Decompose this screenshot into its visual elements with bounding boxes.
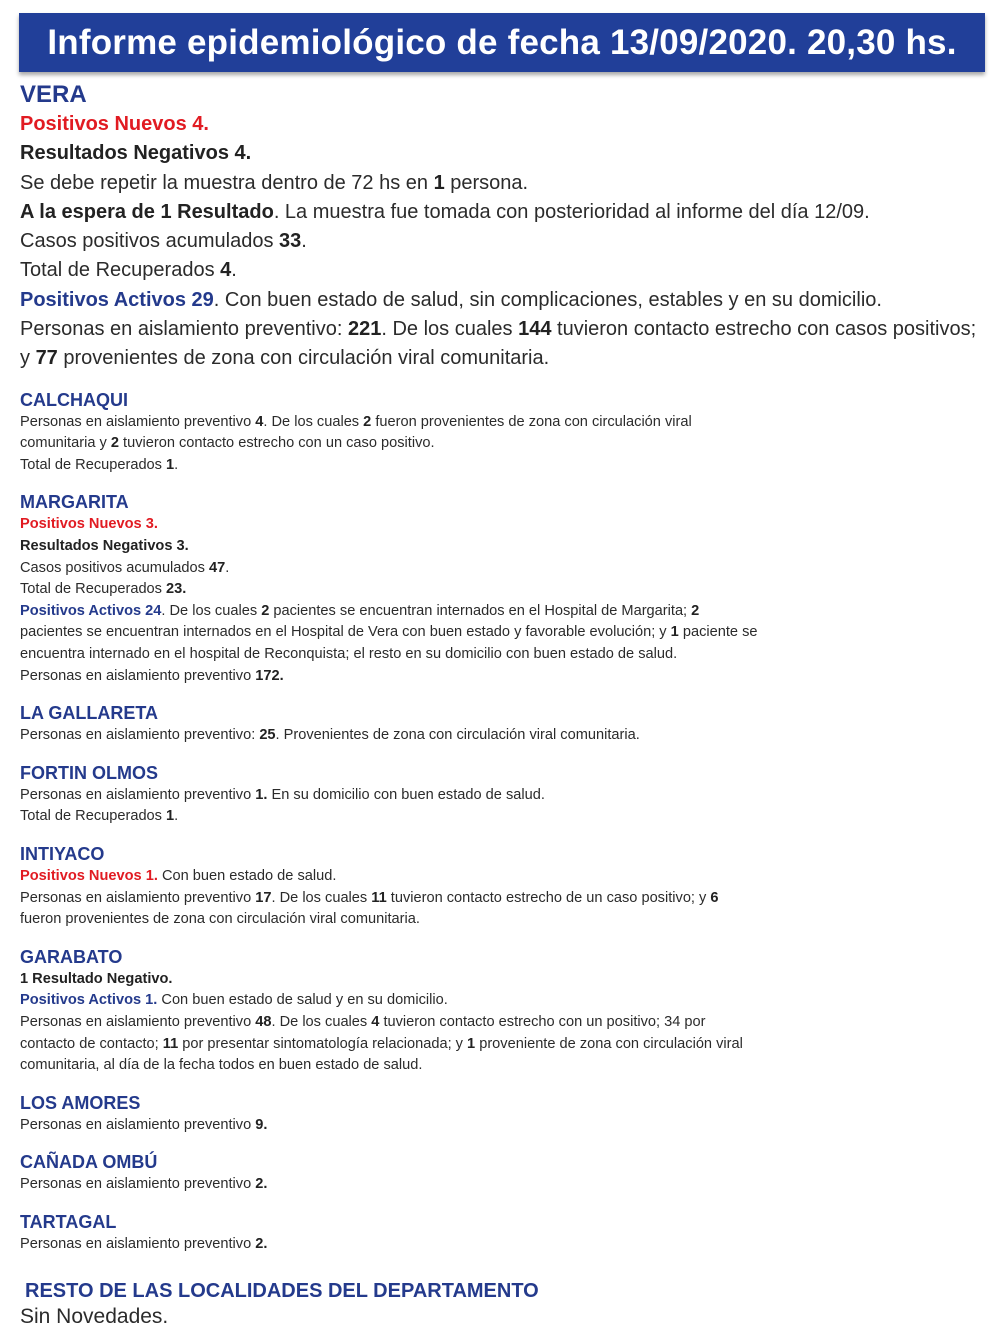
vera-recuperados-b: 4 — [220, 259, 232, 282]
vera-acumulados-a: Casos positivos acumulados — [20, 230, 280, 253]
vera-negativos-text: Resultados Negativos 4. — [20, 142, 252, 165]
section-heading-canada-ombu: CAÑADA OMBÚ — [20, 1152, 158, 1173]
calchaqui-aislamiento — [20, 412, 760, 455]
section-heading-la-gallareta: LA GALLARETA — [20, 703, 158, 724]
intiyaco-f: 6 — [710, 889, 719, 906]
section-margarita — [20, 490, 990, 687]
intiyaco-e: tuvieron contacto estrecho de un caso positivo; y — [386, 889, 711, 906]
amores-aislamiento — [20, 1115, 990, 1137]
intiyaco-c: . De los cuales — [271, 889, 372, 906]
garabato-i: proveniente de zona con circulación viral comunitaria, al día de la fecha todos en buen estado de salud. — [20, 1035, 743, 1074]
garabato-neg: 1 Resultado Negativo. — [20, 970, 173, 987]
margarita-ais-b: 172. — [255, 667, 284, 684]
section-la-gallareta — [20, 701, 990, 747]
vera-ais-e: tuvieron contacto estrecho con casos positivos; y — [20, 318, 977, 370]
vera-acumulados — [20, 227, 990, 256]
vera-ais-c: . De los cuales — [381, 318, 519, 341]
margarita-recuperados — [20, 579, 990, 601]
margarita-act-f: pacientes se encuentran internados en el Hospital de Vera con buen estado y favorable evolución; y — [20, 624, 671, 641]
margarita-ais-a: Personas en aislamiento preventivo — [20, 667, 256, 684]
vera-activos-a: Positivos Activos 29 — [20, 288, 214, 311]
section-fortin-olmos — [20, 761, 990, 828]
vera-ais-d: 144 — [518, 318, 552, 341]
intiyaco-pos: Positivos Nuevos 1. — [20, 867, 158, 884]
intiyaco-pos-b: Con buen estado de salud. — [157, 867, 337, 884]
margarita-acum-c: . — [225, 559, 230, 576]
garabato-negativo — [20, 969, 990, 991]
vera-acumulados-c: . — [301, 230, 307, 253]
tartagal-a: Personas en aislamiento preventivo — [20, 1235, 256, 1252]
vera-ais-g: provenientes de zona con circulación viral comunitaria. — [57, 347, 550, 370]
vera-recuperados-c: . — [231, 259, 237, 282]
margarita-negativos — [20, 536, 990, 558]
tartagal-b: 2. — [255, 1235, 268, 1252]
tartagal-aislamiento — [20, 1234, 990, 1256]
margarita-negativos-text: Resultados Negativos 3. — [20, 538, 189, 555]
calchaqui-l2a: Total de Recuperados — [20, 456, 167, 473]
section-heading-calchaqui: CALCHAQUI — [20, 389, 128, 410]
gallareta-b: 25 — [259, 727, 276, 744]
section-heading-intiyaco: INTIYACO — [20, 843, 105, 864]
section-resto — [20, 1278, 990, 1330]
garabato-act-b: Con buen estado de salud y en su domicilio. — [157, 992, 448, 1009]
section-calchaqui — [20, 388, 990, 477]
report-body — [20, 80, 990, 1330]
garabato-aislamiento — [20, 1012, 760, 1077]
vera-acumulados-b: 33 — [279, 230, 302, 253]
calchaqui-l1d: 2 — [363, 413, 372, 430]
garabato-h: 1 — [467, 1035, 476, 1052]
vera-espera-a: A la espera de 1 Resultado — [20, 200, 274, 223]
margarita-activos — [20, 601, 760, 666]
section-heading-vera: VERA — [20, 81, 87, 108]
margarita-act-d: pacientes se encuentran internados en el Hospital de Margarita; — [269, 602, 692, 619]
margarita-act-c: 2 — [261, 602, 270, 619]
calchaqui-l1a: Personas en aislamiento preventivo — [20, 413, 256, 430]
vera-recuperados-a: Total de Recuperados — [20, 259, 221, 282]
section-heading-fortin-olmos: FORTIN OLMOS — [20, 762, 158, 783]
fortin-recuperados — [20, 806, 990, 828]
resto-text: Sin Novedades. — [20, 1304, 169, 1328]
garabato-d: 4 — [371, 1013, 380, 1030]
vera-ais-f: 77 — [35, 347, 58, 370]
intiyaco-d: 11 — [371, 889, 387, 906]
vera-negativos — [20, 139, 990, 168]
margarita-act-b: . De los cuales — [161, 602, 262, 619]
section-vera — [20, 80, 990, 374]
vera-activos — [20, 286, 990, 315]
vera-activos-b: . Con buen estado de salud, sin complicaciones, estables y en su domicilio. — [213, 288, 882, 311]
garabato-e: tuvieron contacto estrecho con un positivo; 34 por contacto de contacto; — [20, 1013, 706, 1052]
margarita-act-a: Positivos Activos 24 — [20, 602, 162, 619]
fortin-b: 1. — [255, 786, 268, 803]
report-title-banner — [19, 13, 985, 72]
section-canada-ombu — [20, 1150, 990, 1196]
vera-ais-a: Personas en aislamiento preventivo: — [20, 318, 348, 341]
intiyaco-positivos — [20, 866, 990, 888]
garabato-c: . De los cuales — [271, 1013, 372, 1030]
garabato-a: Personas en aislamiento preventivo — [20, 1013, 256, 1030]
garabato-act-a: Positivos Activos 1. — [20, 992, 158, 1009]
vera-recuperados — [20, 256, 990, 285]
intiyaco-aislamiento — [20, 888, 720, 931]
vera-ais-b: 221 — [347, 318, 382, 341]
canada-a: Personas en aislamiento preventivo — [20, 1176, 256, 1193]
intiyaco-b: 17 — [255, 889, 272, 906]
calchaqui-l1f: 2 — [110, 435, 119, 452]
section-tartagal — [20, 1210, 990, 1256]
fortin-a: Personas en aislamiento preventivo — [20, 786, 256, 803]
fortin-r-b: 1 — [166, 808, 175, 825]
vera-positivos-nuevos: Positivos Nuevos 4. — [20, 113, 209, 135]
gallareta-c: . Provenientes de zona con circulación viral comunitaria. — [275, 727, 640, 744]
calchaqui-l2b: 1 — [166, 456, 175, 473]
gallareta-aislamiento — [20, 725, 990, 747]
canada-b: 2. — [255, 1176, 268, 1193]
calchaqui-l2c: . — [174, 456, 179, 473]
garabato-f: 11 — [162, 1035, 179, 1052]
amores-a: Personas en aislamiento preventivo — [20, 1116, 256, 1133]
margarita-positivos-nuevos: Positivos Nuevos 3. — [20, 516, 158, 533]
canada-aislamiento — [20, 1174, 990, 1196]
margarita-acum-a: Casos positivos acumulados — [20, 559, 209, 576]
section-los-amores — [20, 1091, 990, 1137]
margarita-acumulados — [20, 558, 990, 580]
vera-repetir-b: 1 — [433, 171, 445, 194]
vera-repetir — [20, 169, 990, 198]
intiyaco-g: fueron provenientes de zona con circulación viral comunitaria. — [20, 911, 420, 928]
fortin-r-c: . — [174, 808, 179, 825]
section-heading-garabato: GARABATO — [20, 946, 123, 967]
section-heading-los-amores: LOS AMORES — [20, 1092, 141, 1113]
report-title: Informe epidemiológico de fecha 13/09/2020. 20,30 hs. — [47, 22, 957, 62]
margarita-act-h: paciente se encuentra internado en el hospital de Reconquista; el resto en su domicilio con buen estado de salud. — [20, 624, 758, 663]
section-heading-tartagal: TARTAGAL — [20, 1211, 117, 1232]
garabato-activos — [20, 990, 990, 1012]
calchaqui-l1b: 4 — [255, 413, 264, 430]
section-intiyaco — [20, 842, 990, 931]
margarita-recup-b: 23. — [166, 581, 187, 598]
intiyaco-a: Personas en aislamiento preventivo — [20, 889, 256, 906]
vera-aislamiento — [20, 315, 990, 374]
margarita-act-e: 2 — [691, 602, 700, 619]
section-heading-margarita: MARGARITA — [20, 492, 129, 513]
fortin-c: En su domicilio con buen estado de salud. — [267, 786, 545, 803]
margarita-acum-b: 47 — [209, 559, 226, 576]
vera-espera-b: . La muestra fue tomada con posterioridad al informe del día 12/09. — [273, 200, 870, 223]
margarita-act-g: 1 — [670, 624, 679, 641]
section-heading-resto: RESTO DE LAS LOCALIDADES DEL DEPARTAMENTO — [25, 1279, 539, 1302]
calchaqui-l1e: fueron provenientes de zona con circulación viral comunitaria y — [20, 413, 692, 452]
amores-b: 9. — [255, 1116, 268, 1133]
calchaqui-recuperados — [20, 455, 990, 477]
fortin-r-a: Total de Recuperados — [20, 808, 167, 825]
fortin-aislamiento — [20, 785, 990, 807]
garabato-b: 48 — [255, 1013, 272, 1030]
margarita-recup-a: Total de Recuperados — [20, 581, 167, 598]
garabato-g: por presentar sintomatología relacionada; y — [178, 1035, 468, 1052]
gallareta-a: Personas en aislamiento preventivo: — [20, 727, 260, 744]
vera-repetir-a: Se debe repetir la muestra dentro de 72 hs en — [20, 171, 434, 194]
section-garabato — [20, 945, 990, 1077]
vera-repetir-c: persona. — [444, 171, 529, 194]
calchaqui-l1c: . De los cuales — [263, 413, 364, 430]
vera-espera — [20, 198, 990, 227]
calchaqui-l1g: tuvieron contacto estrecho con un caso positivo. — [118, 435, 435, 452]
margarita-aislamiento — [20, 666, 990, 688]
